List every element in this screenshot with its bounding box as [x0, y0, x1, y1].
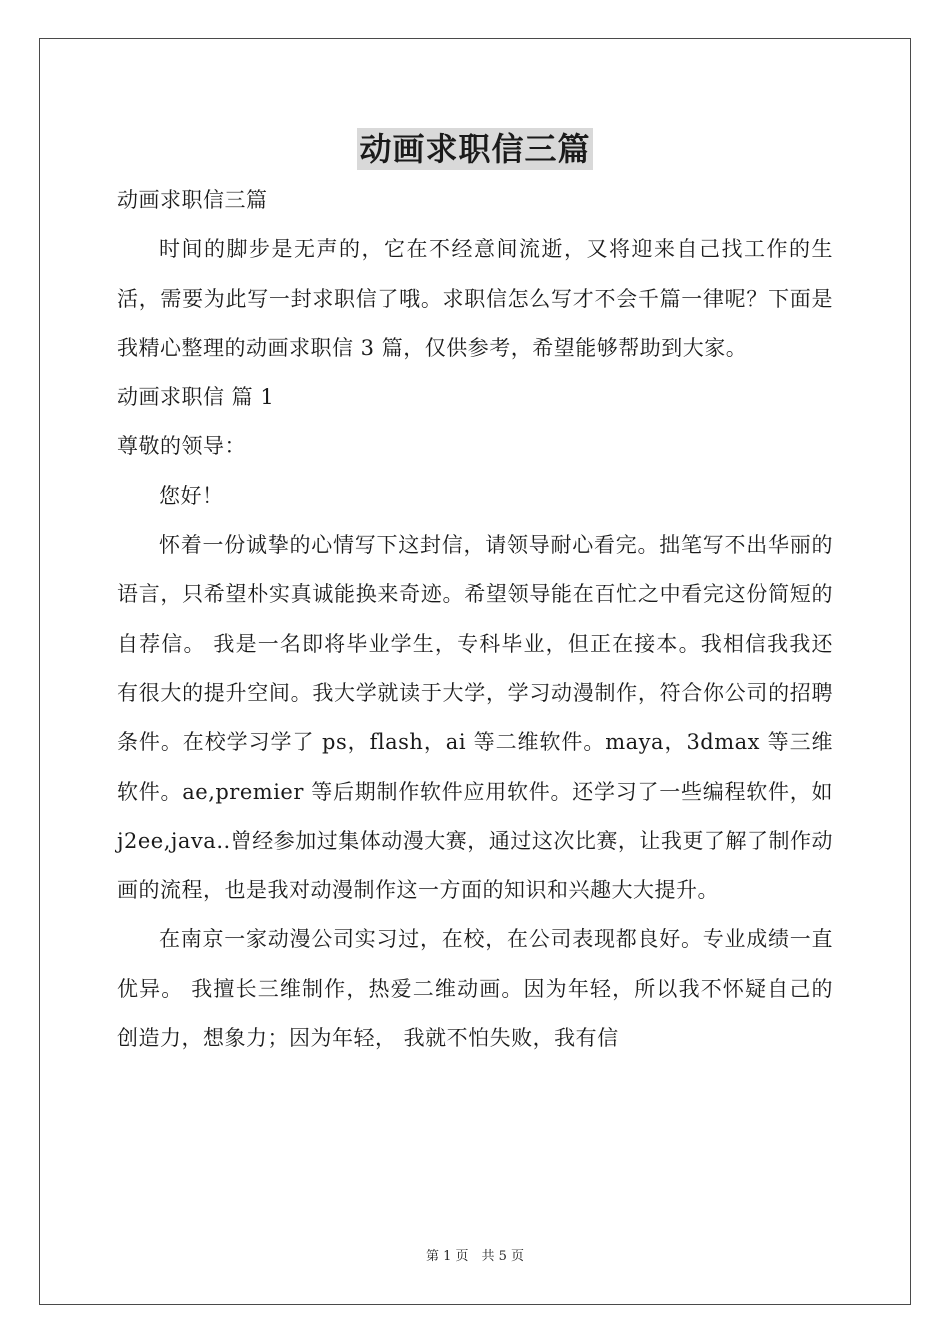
section-heading: 动画求职信 篇 1 — [117, 385, 275, 410]
page-number: 第 1 页 共 5 页 — [425, 1249, 525, 1264]
greeting: 您好！ — [159, 483, 224, 508]
document-title: 动画求职信三篇 — [359, 130, 591, 168]
title-wrap — [0, 128, 950, 170]
salutation: 尊敬的领导： — [117, 434, 246, 459]
document-body — [117, 176, 833, 1063]
page-footer — [0, 1245, 950, 1264]
paragraph: 怀着一份诚挚的心情写下这封信，请领导耐心看完。拙笔写不出华丽的语言，只希望朴实真诚能换来奇迹。希望领导能在百忙之中看完这份简短的自荐信。 我是一名即将毕业学生，专科毕业，但正在接本。我相信我我还有很大的提升空间。我大学就读于大学，学习动漫制作，符合你公司的招聘条件。在校学习学了 ps，flash，ai 等二维软件。maya，3dmax 等三维软件。ae,premier 等后期制作软件应用软件。还学习了一些编程软件，如 j2ee,java..曾经参加过集体动漫大赛，通过这次比赛，让我更了解了制作动画的流程，也是我对动漫制作这一方面的知识和兴趣大大提升。 — [117, 533, 833, 903]
paragraph: 在南京一家动漫公司实习过，在校，在公司表现都良好。专业成绩一直优异。 我擅长三维制作，热爱二维动画。因为年轻，所以我不怀疑自己的创造力，想象力；因为年轻， 我就不怕失败，我有信 — [117, 927, 833, 1051]
paragraph: 时间的脚步是无声的，它在不经意间流逝，又将迎来自己找工作的生活，需要为此写一封求职信了哦。求职信怎么写才不会千篇一律呢？下面是我精心整理的动画求职信 3 篇，仅供参考，希望能够帮助到大家。 — [117, 237, 833, 360]
paragraph: 动画求职信三篇 — [117, 188, 268, 212]
